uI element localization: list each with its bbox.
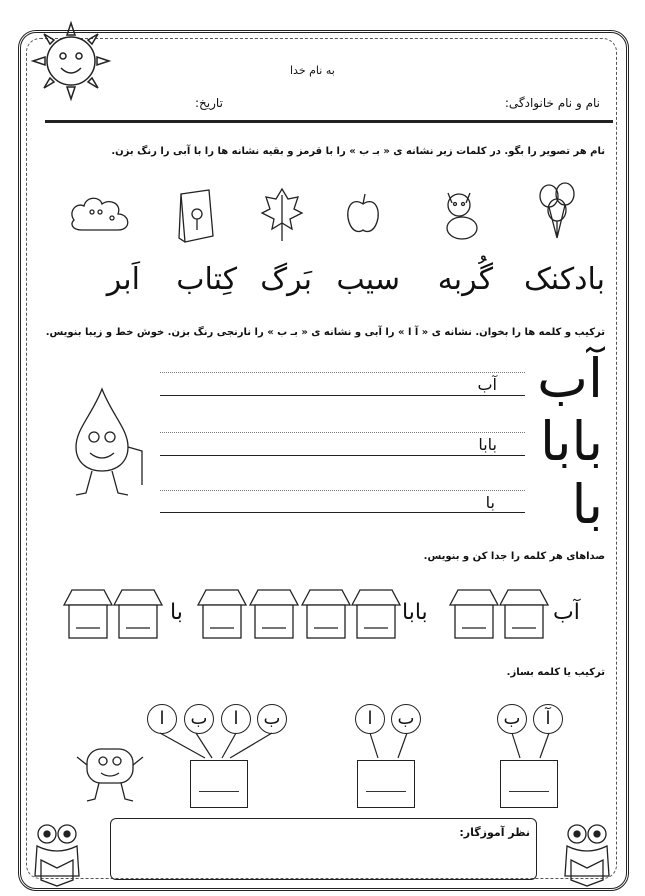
letter-circle: ب bbox=[257, 704, 287, 734]
split-word-baba: بابا bbox=[402, 600, 428, 625]
letter-circle: آ bbox=[533, 704, 563, 734]
word-cat: گُربه bbox=[437, 262, 493, 297]
instruction-1: نام هر تصویر را بگو. در کلمات زیر نشانه ی « بـ ب » را با قرمز و بقیه نشانه ها را با آبی را رنگ بزن. bbox=[111, 146, 605, 157]
word-balloon: بادکنک bbox=[523, 262, 605, 297]
word-leaf: بَرگ bbox=[260, 262, 312, 297]
answer-box[interactable] bbox=[500, 760, 558, 808]
instruction-4: ترکیب یا کلمه بساز. bbox=[506, 667, 605, 678]
reading-owl-icon bbox=[555, 820, 620, 890]
answer-box[interactable] bbox=[190, 760, 248, 808]
word-cloud: اَبر bbox=[106, 262, 140, 297]
big-word-ab: آب bbox=[537, 347, 603, 410]
instruction-2: ترکیب و کلمه ها را بخوان. نشانه ی « آ ا » را آبی و نشانه ی « بـ ب » را نارنجی رنگ بزن. خوش خط و زیبا بنویس. bbox=[45, 327, 605, 338]
trace-word-ab: آب bbox=[477, 375, 497, 394]
word-book: کِتاب bbox=[176, 262, 237, 297]
letter-circle: ا bbox=[221, 704, 251, 734]
word-apple: سیب bbox=[336, 262, 400, 297]
trace-word-ba: با bbox=[485, 493, 495, 512]
house-box bbox=[450, 590, 498, 638]
instruction-3: صداهای هر کلمه را جدا کن و بنویس. bbox=[423, 551, 605, 562]
trace-word-baba: بابا bbox=[478, 435, 497, 454]
letter-circle: ب bbox=[391, 704, 421, 734]
house-box bbox=[198, 590, 246, 638]
name-label: نام و نام خانوادگی: bbox=[504, 96, 600, 110]
house-box bbox=[64, 590, 112, 638]
date-label: تاریخ: bbox=[195, 96, 223, 110]
big-word-ba: با bbox=[571, 473, 603, 536]
letter-circle: ا bbox=[147, 704, 177, 734]
letter-circle: ا bbox=[355, 704, 385, 734]
house-box bbox=[114, 590, 162, 638]
house-box bbox=[250, 590, 298, 638]
letter-circle: ب bbox=[497, 704, 527, 734]
big-word-baba: بابا bbox=[540, 410, 603, 473]
answer-box[interactable] bbox=[357, 760, 415, 808]
house-box bbox=[352, 590, 400, 638]
reading-owl-icon bbox=[25, 820, 90, 890]
teacher-comment-label: نظر آموزگار: bbox=[459, 826, 530, 839]
cartoon-character-icon bbox=[75, 735, 145, 805]
page-title: به نام خدا bbox=[290, 64, 335, 77]
split-word-ab: آب bbox=[553, 600, 580, 625]
split-word-ba: با bbox=[170, 600, 183, 625]
house-box bbox=[500, 590, 548, 638]
arrows bbox=[160, 733, 549, 758]
house-box bbox=[302, 590, 350, 638]
letter-circle: ب bbox=[184, 704, 214, 734]
